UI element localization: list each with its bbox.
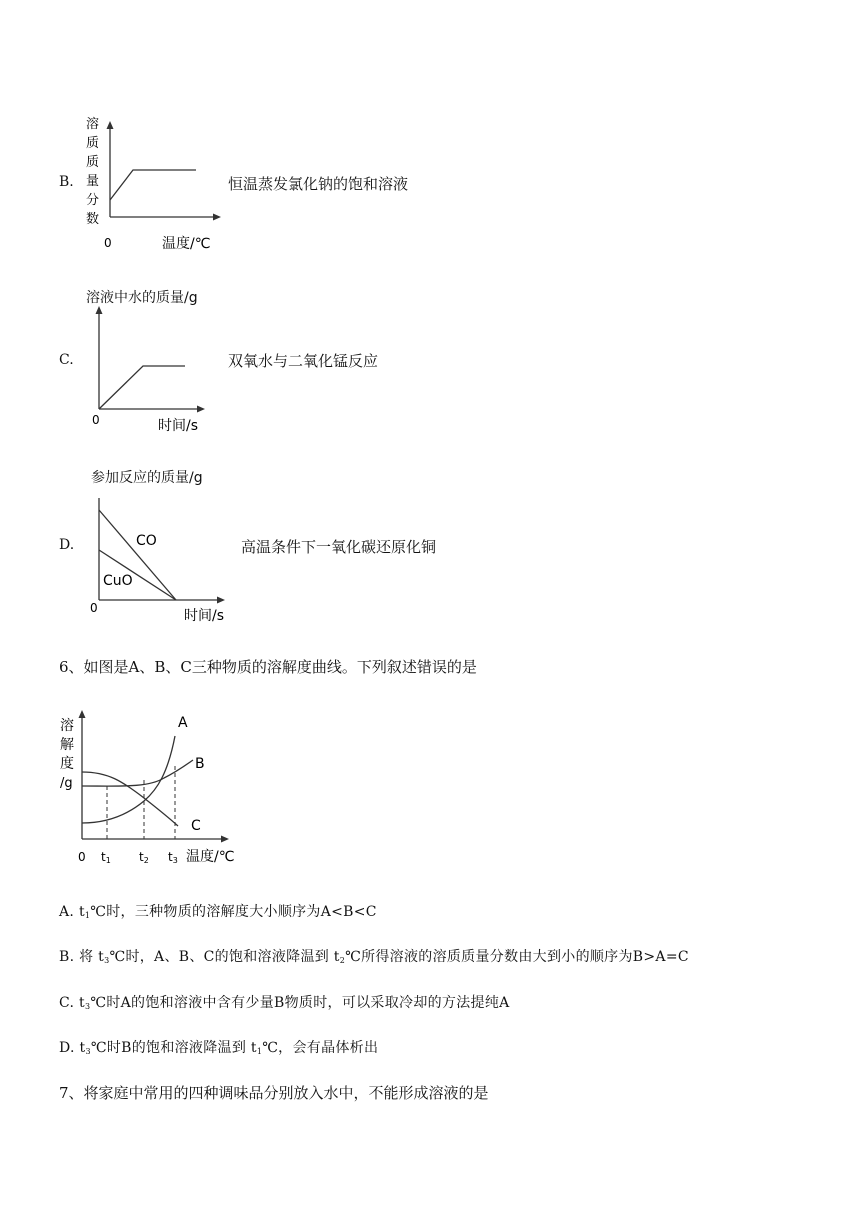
option-b-graph — [80, 112, 230, 252]
solubility-ylabel-char: 度 — [60, 756, 74, 772]
option-b-origin: 0 — [104, 236, 112, 250]
option-b-x-arrow — [213, 214, 221, 221]
option-d-graph — [86, 490, 246, 625]
tick-t3: t3 — [168, 850, 178, 865]
option-c-letter: C. — [59, 352, 74, 368]
option-d-ylabel: 参加反应的质量/g — [91, 470, 203, 486]
q6-answer-d: D. $t_3℃$时B的饱和溶液降温到 $t_1℃$，会有晶体析出 — [59, 1040, 379, 1056]
option-b-description: 恒温蒸发氯化钠的饱和溶液 — [228, 175, 409, 193]
option-d-co-label: CO — [136, 533, 157, 549]
curve-a-label: A — [178, 715, 188, 731]
option-b-letter: B. — [59, 174, 74, 190]
option-d-cuo-label: CuO — [103, 573, 133, 589]
option-b-xlabel: 温度/℃ — [162, 236, 211, 252]
option-c-graph — [86, 300, 216, 435]
option-d-xlabel: 时间/s — [184, 608, 225, 624]
curve-b-label: B — [195, 756, 205, 772]
option-c-origin: 0 — [92, 413, 100, 427]
option-d-letter: D. — [59, 537, 75, 553]
option-d-x-arrow — [217, 597, 225, 604]
tick-t2: t2 — [139, 850, 149, 865]
option-c-xlabel: 时间/s — [158, 418, 199, 434]
solubility-xlabel: 温度/℃ — [186, 849, 235, 865]
question-6-stem: 6、如图是A、B、C三种物质的溶解度曲线。下列叙述错误的是 — [59, 658, 477, 676]
curve-c-label: C — [191, 818, 201, 834]
option-c-x-arrow — [197, 406, 205, 413]
solubility-graph — [58, 702, 248, 870]
option-b-ylabel-char: 质 — [86, 155, 100, 170]
solubility-y-arrow — [79, 710, 86, 718]
option-d-origin: 0 — [90, 601, 98, 615]
option-b-ylabel-char: 数 — [86, 212, 100, 227]
option-b-ylabel-char: 分 — [86, 193, 100, 208]
solubility-x-arrow — [221, 836, 229, 843]
q6-answer-c: C. $t_3℃$时A的饱和溶液中含有少量B物质时，可以采取冷却的方法提纯A — [59, 995, 510, 1011]
solubility-ylabel-char: /g — [60, 776, 73, 791]
option-b-ylabel-char: 溶 — [86, 117, 100, 132]
option-b-ylabel-char: 量 — [86, 174, 100, 189]
option-b-ylabel-char: 质 — [86, 136, 100, 151]
option-c-y-arrow — [96, 306, 103, 314]
option-d-description: 高温条件下一氧化碳还原化铜 — [241, 538, 437, 556]
tick-t1: t1 — [101, 850, 111, 865]
option-c-description: 双氧水与二氧化锰反应 — [228, 352, 379, 370]
option-c-curve — [99, 366, 185, 409]
question-7-stem: 7、将家庭中常用的四种调味品分别放入水中，不能形成溶液的是 — [59, 1084, 489, 1102]
option-b-y-arrow — [107, 121, 114, 129]
option-b-curve — [110, 170, 196, 200]
q6-answer-a: A. $t_1℃$时，三种物质的溶解度大小顺序为A<B<C — [59, 904, 377, 920]
solubility-ylabel-char: 溶 — [60, 718, 74, 734]
q6-answer-b: B. 将 $t_3℃$时，A、B、C的饱和溶液降温到 $t_2℃$所得溶液的溶质质量分数由大到小的顺序为B>A=C — [59, 949, 689, 965]
curve-c — [82, 772, 178, 826]
option-c-ylabel: 溶液中水的质量/g — [86, 290, 198, 306]
solubility-ylabel-char: 解 — [60, 737, 74, 753]
solubility-origin: 0 — [78, 850, 86, 864]
